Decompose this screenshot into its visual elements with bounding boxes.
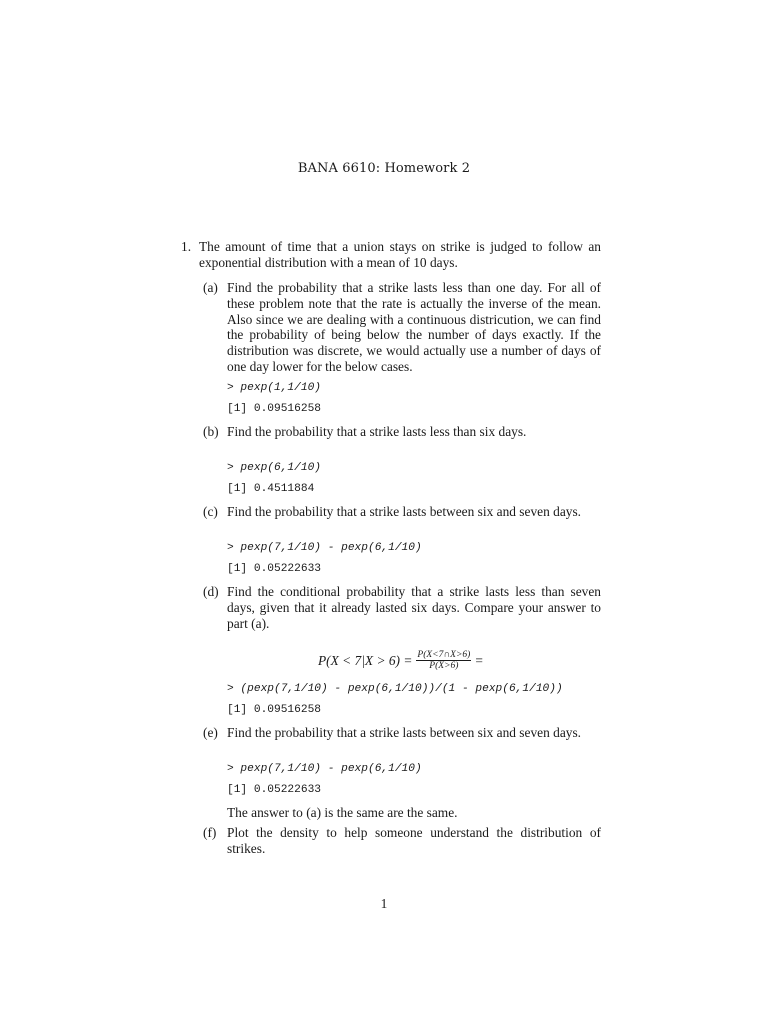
answer-note: The answer to (a) is the same are the same. bbox=[227, 805, 458, 820]
r-output: [1] 0.09516258 bbox=[227, 403, 321, 415]
conditional-probability-formula bbox=[318, 650, 483, 671]
part-a bbox=[203, 280, 601, 375]
part-text: Find the probability that a strike lasts less than six days. bbox=[227, 424, 527, 439]
part-f bbox=[203, 825, 601, 857]
r-code: > pexp(6,1/10) bbox=[227, 462, 321, 474]
part-d bbox=[203, 584, 601, 631]
part-e bbox=[203, 725, 601, 741]
part-label: (a) bbox=[203, 280, 218, 295]
part-label: (e) bbox=[203, 725, 218, 740]
r-output: [1] 0.09516258 bbox=[227, 704, 321, 716]
r-code: > pexp(7,1/10) - pexp(6,1/10) bbox=[227, 763, 422, 775]
part-label: (d) bbox=[203, 584, 219, 599]
formula-lhs: P(X < 7|X > 6) = bbox=[318, 652, 413, 668]
question-text: The amount of time that a union stays on strike is judged to follow an exponential distribution with a mean of 10 days. bbox=[199, 239, 601, 270]
r-code: > pexp(7,1/10) - pexp(6,1/10) bbox=[227, 542, 422, 554]
formula-rhs: = bbox=[475, 652, 483, 668]
part-b bbox=[203, 424, 601, 440]
page-number: 1 bbox=[380, 896, 388, 911]
part-text: Find the probability that a strike lasts between six and seven days. bbox=[227, 504, 582, 519]
part-c bbox=[203, 504, 601, 520]
document-title: BANA 6610: Homework 2 bbox=[297, 161, 471, 176]
formula-fraction bbox=[416, 650, 471, 671]
question-1 bbox=[181, 239, 601, 271]
r-output: [1] 0.4511884 bbox=[227, 483, 315, 495]
r-code: > (pexp(7,1/10) - pexp(6,1/10))/(1 - pexp(6,1/10)) bbox=[227, 683, 563, 695]
part-label: (b) bbox=[203, 424, 219, 439]
part-label: (c) bbox=[203, 504, 218, 519]
part-text: Find the probability that a strike lasts less than one day. For all of these problem note that the rate is actually the inverse of the mean. Also since we are dealing with a continuous districution, we can find the probability of being below the number of days exactly. If the distribution was discrete, we would actually use a number of days of one day lower for the below cases. bbox=[227, 280, 601, 374]
part-label: (f) bbox=[203, 825, 217, 840]
part-text: Find the probability that a strike lasts between six and seven days. bbox=[227, 725, 582, 740]
fraction-numerator: P(X<7∩X>6) bbox=[417, 650, 471, 660]
question-number: 1. bbox=[181, 239, 192, 254]
r-output: [1] 0.05222633 bbox=[227, 784, 321, 796]
part-text: Plot the density to help someone understand the distribution of strikes. bbox=[227, 825, 601, 856]
part-text: Find the conditional probability that a strike lasts less than seven days, given that it already lasted six days. Compare your answer to part (a). bbox=[227, 584, 601, 631]
r-output: [1] 0.05222633 bbox=[227, 563, 321, 575]
fraction-denominator: P(X>6) bbox=[429, 661, 459, 671]
r-code: > pexp(1,1/10) bbox=[227, 382, 321, 394]
